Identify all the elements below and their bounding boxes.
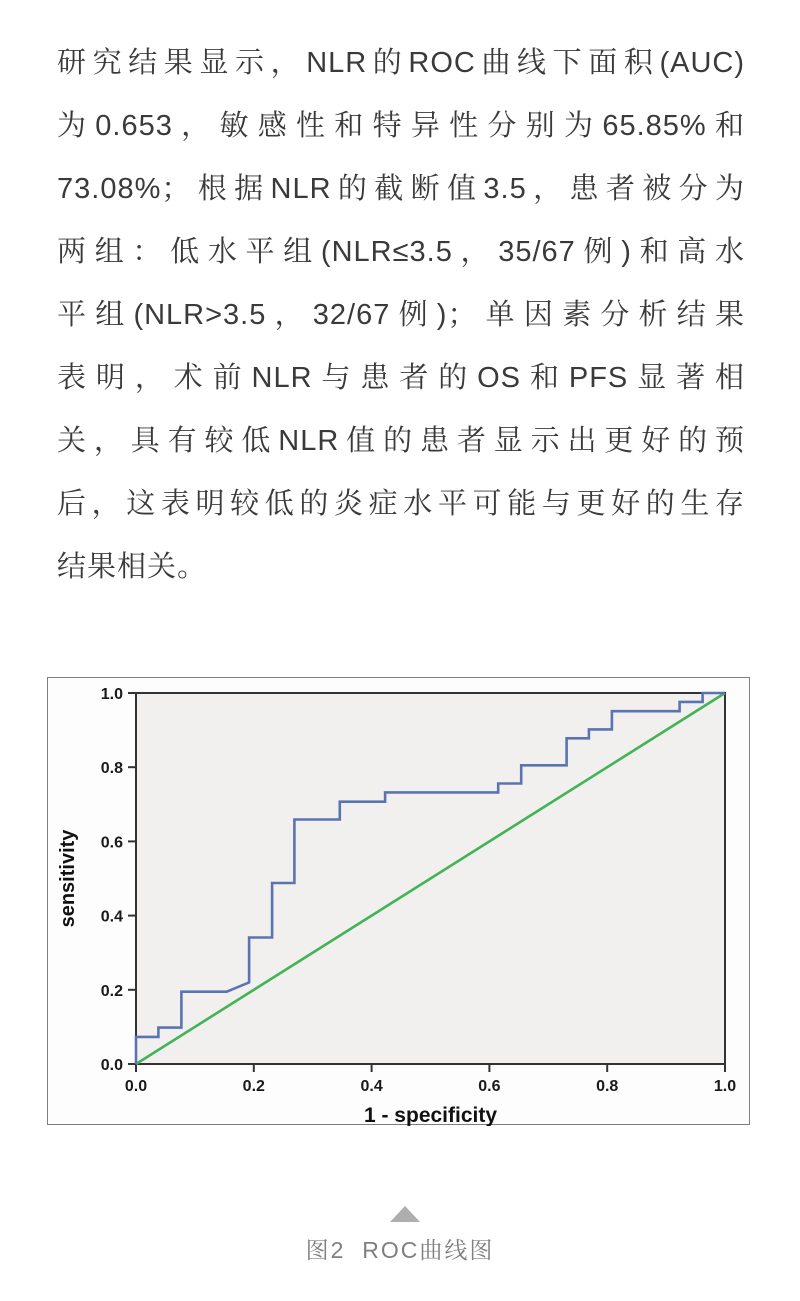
y-tick-label: 0.0 — [100, 1057, 123, 1074]
paragraph-line: 研究结果显示，NLR的ROC曲线下面积(AUC) — [57, 47, 745, 79]
x-tick-label: 0.4 — [360, 1078, 383, 1095]
paragraph-line: 73.08%；根据NLR的截断值3.5，患者被分为 — [57, 173, 745, 205]
y-tick-label: 0.6 — [100, 834, 123, 852]
roc-figure — [47, 677, 750, 1125]
paragraph-line: 为0.653，敏感性和特异性分别为65.85%和 — [57, 110, 745, 142]
paragraph-line: 表明，术前NLR与患者的OS和PFS显著相 — [57, 362, 745, 394]
x-axis-label: 1 - specificity — [363, 1104, 498, 1126]
paragraph-line: 两组：低水平组(NLR≤3.5，35/67例)和高水 — [57, 236, 745, 268]
paragraph-line: 后，这表明较低的炎症水平可能与更好的生存 — [57, 488, 745, 520]
y-tick-label: 1.0 — [100, 686, 123, 703]
x-tick-label: 0.6 — [478, 1078, 501, 1095]
y-tick-label: 0.8 — [100, 760, 123, 778]
paragraph — [57, 32, 745, 599]
collapse-triangle-icon — [390, 1206, 420, 1222]
paragraph-line: 关，具有较低NLR值的患者显示出更好的预 — [57, 425, 745, 457]
paragraph-line: 结果相关。 — [57, 551, 208, 583]
figure-caption: 图2 ROC曲线图 — [305, 1237, 495, 1263]
paragraph-line: 平组(NLR>3.5，32/67例)；单因素分析结果 — [57, 299, 745, 331]
y-tick-label: 0.2 — [100, 982, 123, 1000]
y-axis-label: sensitivity — [57, 829, 79, 928]
x-tick-label: 0.2 — [242, 1078, 265, 1095]
x-tick-label: 0.8 — [596, 1078, 619, 1095]
x-tick-label: 1.0 — [713, 1078, 737, 1095]
y-tick-label: 0.4 — [100, 908, 123, 926]
x-tick-label: 0.0 — [124, 1078, 148, 1095]
roc-chart — [48, 678, 751, 1126]
